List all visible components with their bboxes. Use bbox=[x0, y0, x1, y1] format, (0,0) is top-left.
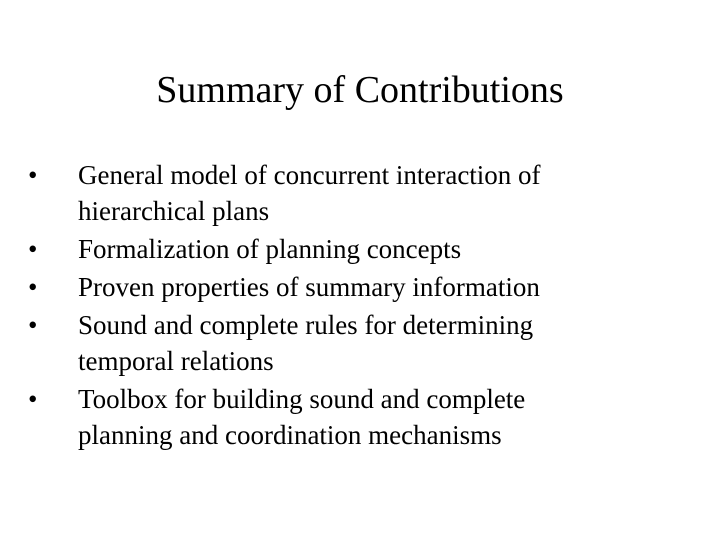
bullet-line: Sound and complete rules for determining bbox=[78, 310, 534, 340]
bullet-line: Formalization of planning concepts bbox=[78, 234, 462, 264]
bullet-line: Toolbox for building sound and complete bbox=[78, 384, 526, 414]
bullet-icon: • bbox=[28, 310, 38, 340]
bullet-line: hierarchical plans bbox=[78, 196, 270, 226]
list-item bbox=[26, 307, 686, 379]
bullet-line: Proven properties of summary information bbox=[78, 272, 540, 302]
bullet-icon: • bbox=[28, 272, 38, 302]
bullet-line: temporal relations bbox=[78, 346, 274, 376]
bullet-icon: • bbox=[28, 384, 38, 414]
list-item bbox=[26, 157, 686, 229]
bullet-line: General model of concurrent interaction of bbox=[78, 160, 541, 190]
list-item bbox=[26, 231, 686, 267]
list-item bbox=[26, 381, 686, 453]
bullet-icon: • bbox=[28, 160, 38, 190]
list-item bbox=[26, 269, 686, 305]
slide-title: Summary of Contributions bbox=[156, 69, 564, 111]
bullet-list bbox=[26, 157, 686, 455]
bullet-icon: • bbox=[28, 234, 38, 264]
bullet-line: planning and coordination mechanisms bbox=[78, 420, 502, 450]
